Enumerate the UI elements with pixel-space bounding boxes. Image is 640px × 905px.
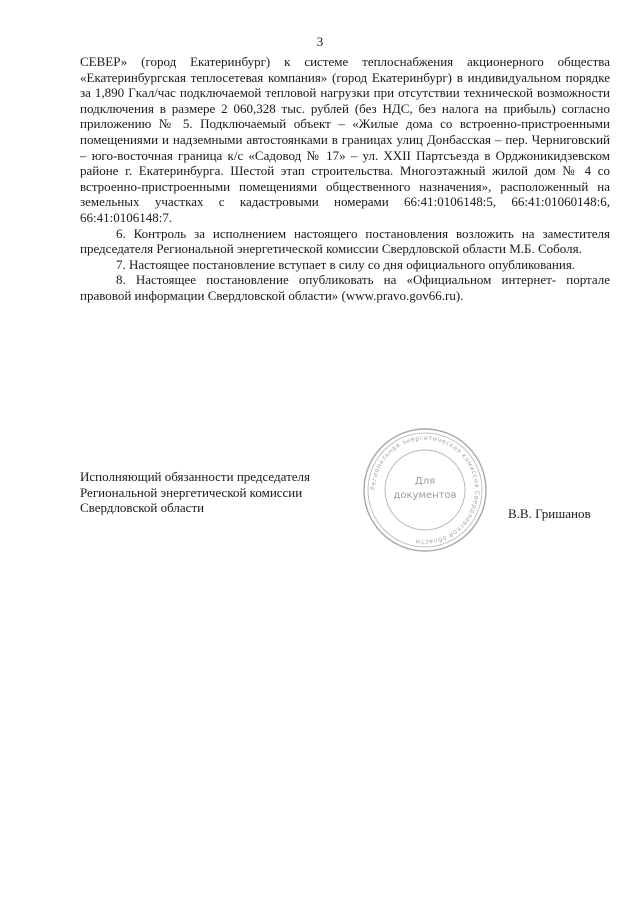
body-text <box>80 54 610 304</box>
paragraph-continuation <box>80 54 610 226</box>
signatory-position <box>80 469 380 516</box>
paragraph-7 <box>80 257 610 273</box>
text-line: Свердловской области М.Б. Соболя. <box>381 241 582 257</box>
page-number: 3 <box>316 34 324 49</box>
text-line: участках с кадастровыми номерами 66:41:0106148:5, 66:41:01060148:6, <box>154 194 610 210</box>
text-line: на заместителя председателя Региональной энергетической комиссии <box>80 225 611 257</box>
text-line: ул. XXII Партсъезда в Орджоникидзевском районе г. Екатеринбурга. Шестой этап <box>80 147 610 179</box>
text-line: 8. Настоящее постановление опубликовать на «Официальном интернет- <box>116 272 557 288</box>
text-line: помещениями и надземными автостоянками в границах улиц Донбасская – <box>80 131 502 147</box>
official-stamp <box>361 426 489 554</box>
text-line: при отсутствии технической возможности подключения в размере <box>80 85 611 116</box>
text-line: портале правовой информации Свердловской области» (www.pravo.gov66.ru). <box>80 272 611 303</box>
text-line: 7. Настоящее постановление вступает в силу со дня официального <box>116 256 486 272</box>
position-line: Исполняющий обязанности председателя <box>80 469 310 484</box>
signatory-name: В.В. Гришанов <box>508 506 591 521</box>
position-line: Региональной энергетической комиссии <box>80 484 303 500</box>
text-line: строительства. Многоэтажный жилой дом № 4 со встроенно-пристроенными <box>80 163 611 194</box>
text-line: помещениями общественного назначения», расположенный на земельных <box>80 178 610 210</box>
svg-text:Для: Для <box>414 476 436 487</box>
text-line: 66:41:0106148:7. <box>80 209 173 225</box>
text-line: 2 060,328 тыс. рублей (без НДС, без налога на прибыль) согласно приложению <box>80 100 611 132</box>
svg-text:Региональная энергетическая ко: Региональная энергетическая комиссия Свердловской области <box>368 433 482 547</box>
text-line: 6. Контроль за исполнением настоящего постановления возложить <box>116 225 514 241</box>
text-line: опубликования. <box>488 256 576 272</box>
svg-text:документов: документов <box>393 490 457 501</box>
text-line: № 5. Подключаемый объект – «Жилые дома со встроенно-пристроенными <box>158 116 610 132</box>
position-line: Свердловской области <box>80 500 205 516</box>
text-line: пер. Черниговский – юго-восточная граница к/с «Садовод № 17» – <box>80 131 610 163</box>
paragraph-6 <box>80 226 610 257</box>
text-line: «Екатеринбургская теплосетевая компания» (город Екатеринбург) <box>80 69 453 85</box>
text-line: СЕВЕР» (город Екатеринбург) к системе теплоснабжения акционерного общества <box>80 54 610 69</box>
text-line: в индивидуальном порядке за 1,890 Гкал/час подключаемой тепловой нагрузки <box>80 69 610 101</box>
paragraph-8 <box>80 272 610 303</box>
